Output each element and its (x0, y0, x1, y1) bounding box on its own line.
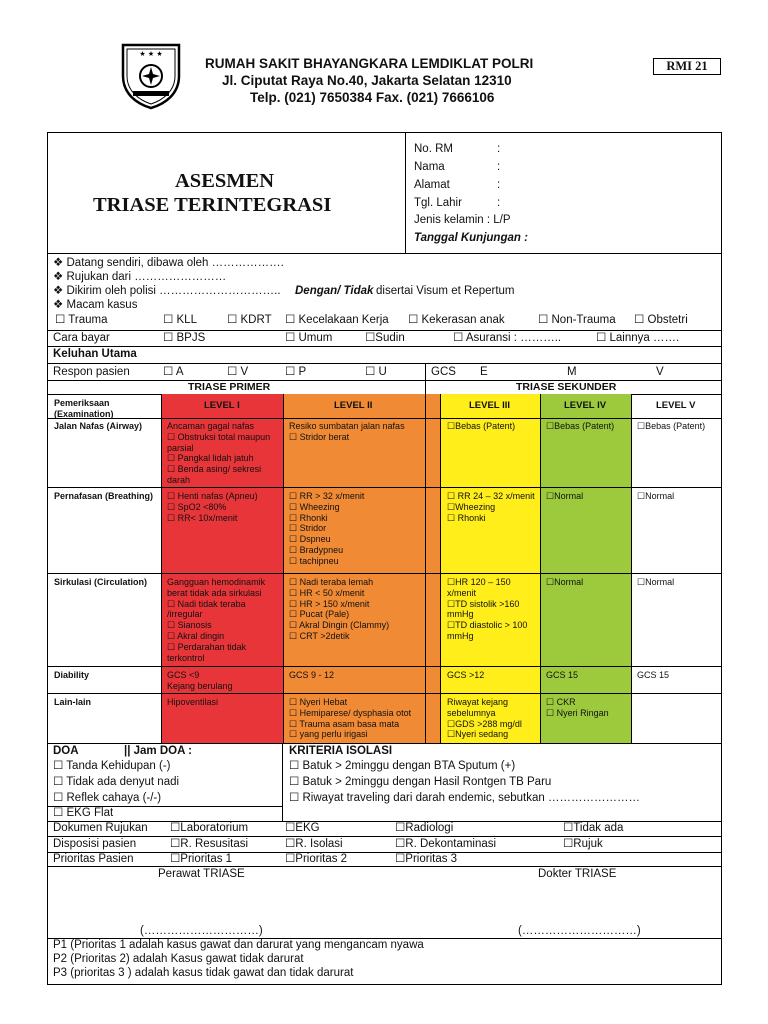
prioritas-2-checkbox[interactable]: ☐Prioritas 2 (285, 853, 348, 865)
note-p2: P2 (Prioritas 2) adalah Kasus gawat tidak darurat (53, 953, 304, 965)
bayar-bpjs-checkbox[interactable]: ☐ BPJS (163, 332, 206, 344)
circulation-l2-item[interactable]: ☐ Nadi teraba lemah (289, 577, 374, 587)
breathing-l3-item[interactable]: ☐Wheezing (447, 501, 496, 512)
lain-level-4 (542, 694, 630, 722)
lain-l2-item[interactable]: ☐ Hemiparese/ dysphasia otot (289, 707, 412, 718)
form-code: RMI 21 (666, 59, 708, 73)
breathing-label: Pernafasan (Breathing) (54, 491, 154, 501)
circulation-l3-item[interactable]: ☐HR 120 – 150 x/menit (447, 577, 511, 598)
bayar-asuransi-checkbox[interactable]: ☐ Asuransi : ……….. (453, 332, 562, 344)
disposisi-resusitasi-checkbox[interactable]: ☐R. Resusitasi (170, 838, 249, 850)
lain-level-2 (285, 694, 425, 743)
pemeriksaan-header: Pemeriksaan (Examination) (54, 398, 114, 419)
colon: : (497, 161, 501, 173)
grid-line (283, 394, 284, 743)
datang-sendiri: ❖ Datang sendiri, dibawa oleh ………………. (53, 257, 284, 269)
triase-primer-header: TRIASE PRIMER (188, 381, 271, 393)
form-title-line2: TRIASE TERINTEGRASI (93, 194, 332, 216)
colon: : (497, 179, 501, 191)
disability-level-1: GCS <9 Kejang berulang (167, 670, 233, 691)
lain-l3-item[interactable]: ☐Nyeri sedang (447, 729, 509, 740)
case-kecelakaan-kerja-checkbox[interactable]: ☐ Kecelakaan Kerja (285, 314, 389, 326)
lain-l2-item[interactable]: ☐ Nyeri Hebat (289, 697, 348, 707)
disability-label: Diability (54, 670, 90, 680)
alamat-label: Alamat (414, 179, 450, 191)
grid-line (631, 394, 632, 743)
dokumen-ekg-checkbox[interactable]: ☐EKG (285, 822, 320, 834)
level-3-column (441, 394, 540, 743)
lain-l4-item[interactable]: ☐ Nyeri Ringan (546, 707, 609, 718)
breathing-l3-item[interactable]: ☐ RR 24 – 32 x/menit (447, 491, 535, 501)
disability-level-2: GCS 9 - 12 (289, 670, 335, 680)
breathing-level-1 (163, 488, 282, 526)
jenis-kelamin-label: Jenis kelamin : L/P (414, 214, 511, 226)
bayar-lainnya-checkbox[interactable]: ☐ Lainnya ……. (596, 332, 680, 344)
level-4-header: LEVEL IV (564, 400, 607, 411)
circulation-l2-item[interactable]: ☐ HR > 150 x/menit (289, 598, 370, 609)
lain-lain-label: Lain-lain (54, 697, 92, 707)
divider (47, 346, 722, 347)
circulation-l1-item[interactable]: ☐ Perdarahan tidak terkontrol (167, 641, 247, 663)
respon-p-checkbox[interactable]: ☐ P (285, 366, 307, 378)
prioritas-label: Prioritas Pasien (53, 853, 134, 865)
circulation-level-3 (443, 574, 539, 645)
title-divider (405, 132, 406, 253)
gcs-label: GCS (431, 366, 456, 378)
bayar-umum-checkbox[interactable]: ☐ Umum (285, 332, 333, 344)
disertai-visum: disertai Visum et Repertum (376, 285, 515, 297)
dokumen-radiologi-checkbox[interactable]: ☐Radiologi (395, 822, 454, 834)
divider (47, 330, 722, 331)
level-5-header: LEVEL V (656, 400, 696, 411)
disposisi-isolasi-checkbox[interactable]: ☐R. Isolasi (285, 838, 343, 850)
case-obstetri-checkbox[interactable]: ☐ Obstetri (634, 314, 688, 326)
hospital-name: RUMAH SAKIT BHAYANGKARA LEMDIKLAT POLRI (205, 56, 534, 71)
airway-l1-item[interactable]: ☐ Benda asing/ sekresi darah (167, 464, 262, 485)
grid-line (440, 394, 441, 743)
level-3-header: LEVEL III (469, 400, 511, 411)
disposisi-rujuk-checkbox[interactable]: ☐Rujuk (563, 838, 603, 850)
doa-item-checkbox[interactable]: ☐ Reflek cahaya (-/-) (53, 792, 162, 804)
doa-label: DOA (53, 745, 79, 757)
airway-label: Jalan Nafas (Airway) (54, 421, 143, 431)
breathing-l1-item[interactable]: ☐ RR< 10x/menit (167, 512, 238, 523)
note-p3: P3 (prioritas 3 ) adalah kasus tidak gawat dan tidak darurat (53, 967, 354, 979)
breathing-l2-item[interactable]: ☐ tachipneu (289, 555, 339, 566)
circulation-l1-item[interactable]: ☐ Akral dingin (167, 630, 225, 641)
doa-item-checkbox[interactable]: ☐ Tanda Kehidupan (-) (53, 760, 171, 772)
lain-l2-item[interactable]: ☐ Trauma asam basa mata (289, 718, 400, 729)
doa-item-checkbox[interactable]: ☐ EKG Flat (53, 807, 114, 819)
dokumen-lab-checkbox[interactable]: ☐Laboratorium (170, 822, 249, 834)
divider (47, 852, 722, 853)
doa-item-checkbox[interactable]: ☐ Tidak ada denyut nadi (53, 776, 180, 788)
divider (47, 866, 722, 867)
divider (47, 253, 722, 254)
keluhan-utama-label: Keluhan Utama (53, 348, 137, 360)
gcs-e-label: E (480, 366, 488, 378)
dokter-triase-label: Dokter TRIASE (538, 868, 617, 880)
isolasi-item-checkbox[interactable]: ☐ Batuk > 2minggu dengan Hasil Rontgen TB Paru (289, 776, 552, 788)
breathing-l2-item[interactable]: ☐ RR > 32 x/menit (289, 491, 365, 501)
breathing-l3-item[interactable]: ☐ Rhonki (447, 512, 486, 523)
circulation-l2-item[interactable]: ☐ HR < 50 x/menit (289, 587, 365, 598)
grid-line (425, 380, 426, 743)
lain-l3-item[interactable]: ☐GDS >288 mg/dl (447, 718, 522, 729)
airway-level-1: Ancaman gagal nafas ☐ Obstruksi total maupun parsial ☐ Pangkal lidah jatuh ☐ Benda asing/ sekresi darah (163, 418, 282, 489)
circulation-level-4[interactable]: ☐Normal (546, 577, 584, 587)
dokter-signature-line[interactable]: (…………………………) (518, 925, 641, 937)
divider (47, 363, 722, 364)
disability-level-3: GCS >12 (447, 670, 485, 680)
divider (425, 363, 426, 380)
disposisi-dekontaminasi-checkbox[interactable]: ☐R. Dekontaminasi (395, 838, 497, 850)
triase-sekunder-header: TRIASE SEKUNDER (516, 381, 617, 393)
divider (47, 836, 722, 837)
perawat-triase-label: Perawat TRIASE (158, 868, 245, 880)
level-1-header: LEVEL I (204, 400, 240, 411)
breathing-l2-item[interactable]: ☐ Dspneu (289, 534, 331, 545)
case-trauma-checkbox[interactable]: ☐ Trauma (55, 314, 108, 326)
grid-line (540, 394, 541, 743)
respon-v-checkbox[interactable]: ☐ V (227, 366, 249, 378)
breathing-level-4[interactable]: ☐Normal (546, 491, 584, 501)
dikirim-polisi: ❖ Dikirim oleh polisi ………………………….. (53, 285, 281, 297)
breathing-l2-item[interactable]: ☐ Wheezing (289, 501, 340, 512)
circulation-level-1: Gangguan hemodinamik berat tidak ada sirkulasi ☐ Nadi tidak teraba /irregular ☐ Sianosis ☐ Akral dingin ☐ Perdarahan tidak terkontrol (163, 574, 282, 666)
case-kll-checkbox[interactable]: ☐ KLL (163, 314, 197, 326)
prioritas-3-checkbox[interactable]: ☐Prioritas 3 (395, 853, 458, 865)
breathing-level-5[interactable]: ☐Normal (637, 491, 675, 501)
airway-level-5[interactable]: ☐Bebas (Patent) (637, 421, 706, 431)
breathing-l2-item[interactable]: ☐ Stridor (289, 523, 327, 534)
circulation-l1-item[interactable]: ☐ Sianosis (167, 620, 212, 631)
form-code-box (653, 58, 721, 75)
tanggal-kunjungan-label: Tanggal Kunjungan : (414, 232, 528, 244)
breathing-l1-item[interactable]: ☐ Henti nafas (Apneu) (167, 491, 258, 501)
case-kdrt-checkbox[interactable]: ☐ KDRT (227, 314, 272, 326)
respon-a-checkbox[interactable]: ☐ A (163, 366, 184, 378)
circulation-level-5[interactable]: ☐Normal (637, 577, 675, 587)
nama-label: Nama (414, 161, 445, 173)
divider (282, 743, 283, 821)
breathing-l2-item[interactable]: ☐ Rhonki (289, 512, 328, 523)
gcs-v-label: V (656, 366, 664, 378)
circulation-l3-item[interactable]: ☐TD diastolic > 100 mmHg (447, 620, 528, 641)
prioritas-1-checkbox[interactable]: ☐Prioritas 1 (170, 853, 233, 865)
isolasi-item-checkbox[interactable]: ☐ Riwayat traveling dari darah endemic, sebutkan …………………… (289, 792, 640, 804)
breathing-l2-item[interactable]: ☐ Bradypneu (289, 544, 344, 555)
airway-level-2: Resiko sumbatan jalan nafas ☐ Stridor berat (285, 418, 425, 446)
hospital-phone: Telp. (021) 7650384 Fax. (021) 7666106 (250, 90, 495, 105)
level-2-header: LEVEL II (334, 400, 373, 411)
respon-u-checkbox[interactable]: ☐ U (365, 366, 387, 378)
note-p1: P1 (Prioritas 1 adalah kasus gawat dan darurat yang mengancam nyawa (53, 939, 424, 951)
cara-bayar-label: Cara bayar (53, 332, 110, 344)
macam-kasus: ❖ Macam kasus (53, 299, 138, 311)
hospital-address: Jl. Ciputat Raya No.40, Jakarta Selatan 12310 (222, 73, 512, 88)
circulation-l2-item[interactable]: ☐ Akral Dingin (Clammy) (289, 620, 390, 631)
dengan-tidak: Dengan/ Tidak (295, 285, 374, 297)
lain-level-1: Hipoventilasi (167, 697, 219, 707)
case-kekerasan-anak-checkbox[interactable]: ☐ Kekerasan anak (408, 314, 505, 326)
kriteria-isolasi-label: KRITERIA ISOLASI (289, 745, 393, 757)
breathing-l1-item[interactable]: ☐ SpO2 <80% (167, 501, 227, 512)
circulation-l2-item[interactable]: ☐ Pucat (Pale) (289, 609, 350, 620)
jam-doa-label: || Jam DOA : (124, 745, 192, 757)
circulation-l2-item[interactable]: ☐ CRT >2detik (289, 630, 350, 641)
lain-l2-item[interactable]: ☐ yang perlu irigasi (289, 729, 368, 740)
level-4-column (540, 394, 631, 743)
lain-l4-item[interactable]: ☐ CKR (546, 697, 576, 707)
airway-level-3[interactable]: ☐Bebas (Patent) (447, 421, 516, 431)
divider (47, 806, 282, 807)
dokumen-tidak-ada-checkbox[interactable]: ☐Tidak ada (563, 822, 624, 834)
disposisi-label: Disposisi pasien (53, 838, 137, 850)
no-rm-label: No. RM (414, 143, 453, 155)
colon: : (497, 143, 501, 155)
rujukan-dari: ❖ Rujukan dari …………………… (53, 271, 227, 283)
circulation-level-2 (285, 574, 425, 645)
isolasi-item-checkbox[interactable]: ☐ Batuk > 2minggu dengan BTA Sputum (+) (289, 760, 516, 772)
tgl-lahir-label: Tgl. Lahir (414, 197, 462, 209)
breathing-level-3 (443, 488, 539, 526)
circulation-l3-item[interactable]: ☐TD sistolik >160 mmHg (447, 598, 520, 620)
case-non-trauma-checkbox[interactable]: ☐ Non-Trauma (538, 314, 616, 326)
perawat-signature-line[interactable]: (…………………………) (140, 925, 263, 937)
hospital-logo (119, 42, 183, 110)
disability-level-5: GCS 15 (637, 670, 670, 680)
disability-level-4: GCS 15 (546, 670, 579, 680)
bayar-sudin-checkbox[interactable]: ☐Sudin (365, 332, 405, 344)
breathing-level-2 (285, 488, 425, 570)
divider (47, 380, 722, 381)
circulation-label: Sirkulasi (Circulation) (54, 577, 148, 587)
svg-text:★ ★ ★: ★ ★ ★ (139, 50, 163, 58)
airway-l1-item[interactable]: ☐ Obstruksi total maupun parsial (167, 431, 271, 453)
form-title-line1: ASESMEN (175, 170, 275, 192)
grid-line (161, 394, 162, 743)
airway-l2-item[interactable]: ☐ Stridor berat (289, 431, 350, 442)
gcs-m-label: M (567, 366, 577, 378)
airway-level-4[interactable]: ☐Bebas (Patent) (546, 421, 615, 431)
circulation-l1-item[interactable]: ☐ Nadi tidak teraba /irregular (167, 598, 246, 620)
lain-level-3: Riwayat kejang sebelumnya ☐GDS >288 mg/dl ☐Nyeri sedang (443, 694, 539, 743)
colon: : (497, 197, 501, 209)
respon-pasien-label: Respon pasien (53, 366, 130, 378)
airway-l1-item[interactable]: ☐ Pangkal lidah jatuh (167, 453, 254, 464)
dokumen-rujukan-label: Dokumen Rujukan (53, 822, 148, 834)
